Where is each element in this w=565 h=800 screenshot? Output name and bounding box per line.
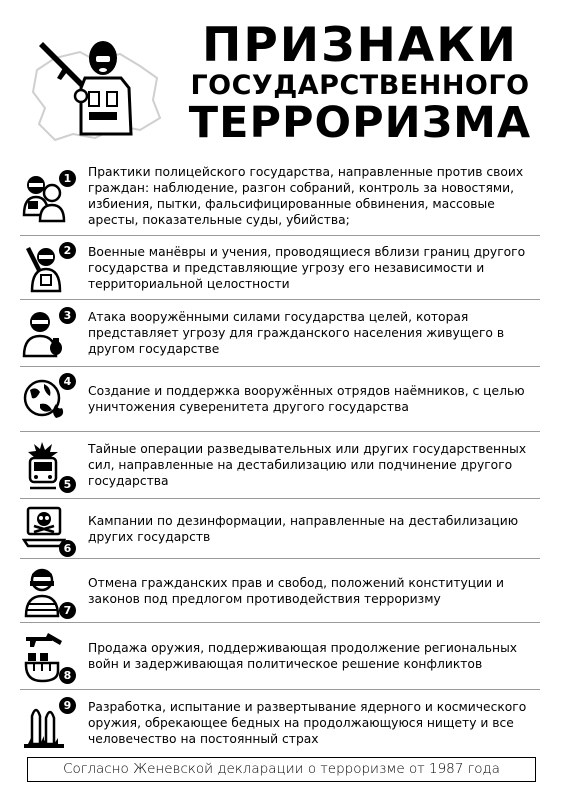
item-number: 3 [59,307,76,324]
list-item [20,623,540,690]
poster-title [160,18,560,148]
item-number: 5 [59,476,76,493]
item-text: Создание и поддержка вооружённых отрядов наёмников, с целью уничтожения суверенитета другого государства [88,384,525,414]
list-item [20,559,540,623]
title-line-2: ГОСУДАРСТВЕННОГО [190,70,530,101]
title-line-1: ПРИЗНАКИ [202,18,518,73]
list-item [20,157,540,236]
item-number: 8 [59,667,76,684]
item-text: Военные манёвры и учения, проводящиеся вблизи границ другого государства и представляющие угрозу его независимости и территориальной целостности [88,244,526,291]
footer-note: Согласно Женевской декларации о терроризме от 1987 года [27,757,536,782]
poster-header [0,0,565,160]
item-text: Атака вооружёнными силами государства целей, которая представляет угрозу для гражданского населения живущего в другом государстве [88,310,505,356]
item-number: 1 [59,170,76,187]
item-text: Отмена гражданских прав и свобод, положений конституции и законов под предлогом противодействия терроризму [88,575,505,606]
item-text: Разработка, испытание и развертывание ядерного и космического оружия, обрекающее бедных на продолжающуюся нищету и все человечество на постоянный страх [88,699,527,746]
item-number: 6 [59,540,76,557]
signs-list [20,157,540,755]
list-item [20,432,540,499]
list-item [20,367,540,432]
list-item [20,690,540,755]
item-text: Продажа оружия, поддерживающая продолжение региональных войн и задерживающая политическое решение конфликтов [88,641,518,671]
item-number: 4 [59,373,76,390]
list-item [20,236,540,300]
title-line-3: ТЕРРОРИЗМА [188,98,532,148]
item-number: 7 [59,602,76,619]
item-text: Практики полицейского государства, направленные против своих граждан: наблюдение, разгон собраний, контроль за новостями, избиения, пытки, фальсифицированные обвинения, массовые аресты, показательные суды, убийства; [88,165,524,227]
soldier-map-icon [25,30,175,150]
item-number: 9 [59,697,76,714]
item-number: 2 [59,242,76,259]
item-text: Тайные операции разведывательных или других государственных сил, направленные на дестабилизацию или подчинение другого государства [88,442,527,488]
list-item [20,499,540,559]
list-item [20,300,540,367]
item-text: Кампании по дезинформации, направленные на дестабилизацию других государств [88,513,519,544]
